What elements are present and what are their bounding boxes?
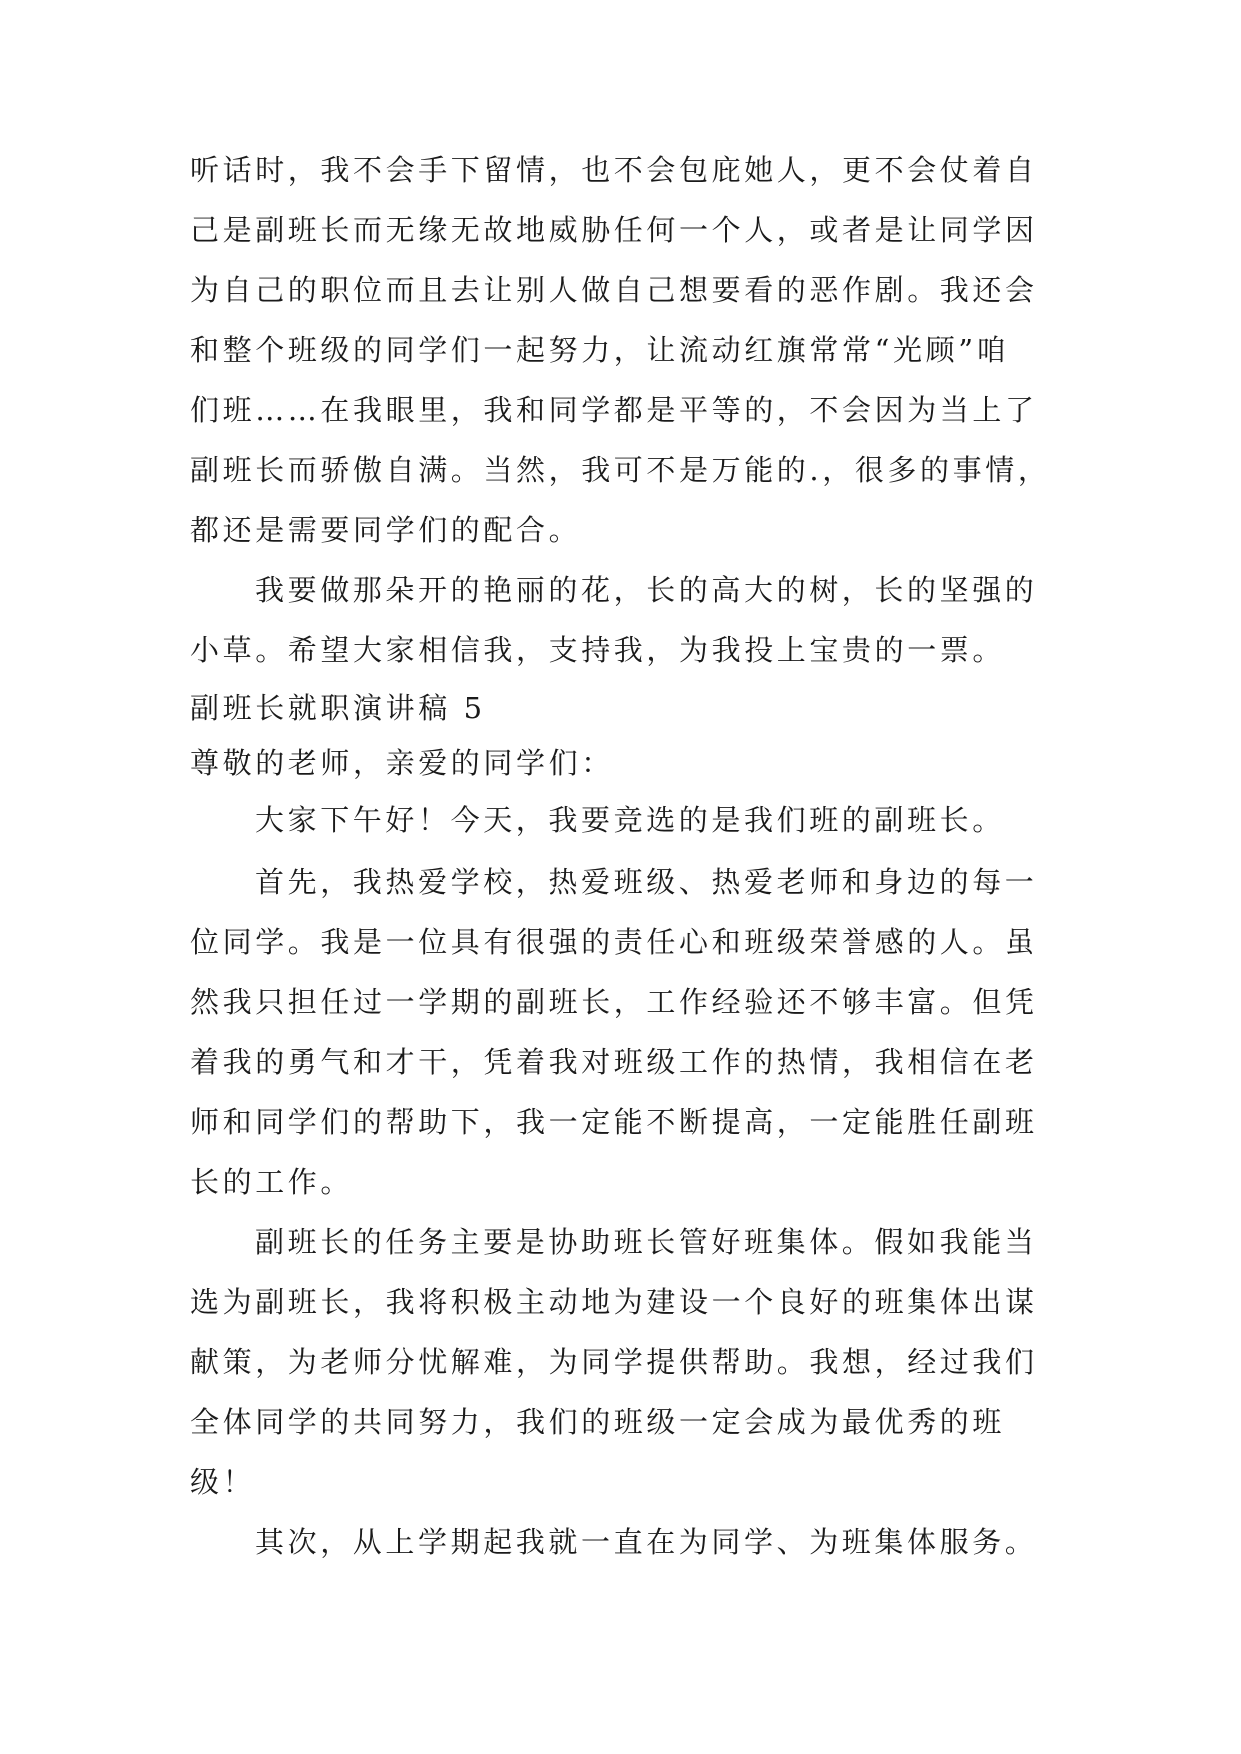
paragraph-first-line: 副班长的任务主要是协助班长管好班集体。假如我能当 — [255, 1225, 1038, 1259]
body-text-line: 为自己的职位而且去让别人做自己想要看的恶作剧。我还会 — [190, 273, 1038, 307]
body-text-line: 师和同学们的帮助下，我一定能不断提高，一定能胜任副班 — [190, 1105, 1038, 1139]
body-text-line: 们班……在我眼里，我和同学都是平等的，不会因为当上了 — [190, 393, 1038, 427]
body-text-line: 听话时，我不会手下留情，也不会包庇她人，更不会仗着自 — [190, 153, 1038, 187]
body-text-line: 着我的勇气和才干，凭着我对班级工作的热情，我相信在老 — [190, 1045, 1038, 1079]
paragraph-first-line: 我要做那朵开的艳丽的花，长的高大的树，长的坚强的 — [255, 573, 1038, 607]
body-text-line: 己是副班长而无缘无故地威胁任何一个人，或者是让同学因 — [190, 213, 1038, 247]
body-text-line: 都还是需要同学们的配合。 — [190, 513, 582, 547]
body-text-line: 全体同学的共同努力，我们的班级一定会成为最优秀的班 — [190, 1405, 1006, 1439]
body-text-line: 选为副班长，我将积极主动地为建设一个良好的班集体出谋 — [190, 1285, 1038, 1319]
body-text-line: 和整个班级的同学们一起努力，让流动红旗常常“光顾”咱 — [190, 333, 1010, 367]
body-text-line: 然我只担任过一学期的副班长，工作经验还不够丰富。但凭 — [190, 985, 1038, 1019]
paragraph-first-line: 其次，从上学期起我就一直在为同学、为班集体服务。 — [255, 1525, 1038, 1559]
salutation: 尊敬的老师，亲爱的同学们： — [190, 746, 614, 780]
body-text-line: 长的工作。 — [190, 1165, 354, 1199]
section-heading: 副班长就职演讲稿 5 — [190, 691, 486, 725]
body-text-line: 副班长而骄傲自满。当然，我可不是万能的.，很多的事情， — [190, 453, 1051, 487]
paragraph-first-line: 大家下午好！今天，我要竞选的是我们班的副班长。 — [255, 803, 1005, 837]
paragraph-first-line: 首先，我热爱学校，热爱班级、热爱老师和身边的每一 — [255, 865, 1038, 899]
body-text-line: 级！ — [190, 1465, 256, 1499]
body-text-line: 献策，为老师分忧解难，为同学提供帮助。我想，经过我们 — [190, 1345, 1038, 1379]
body-text-line: 小草。希望大家相信我，支持我，为我投上宝贵的一票。 — [190, 633, 1006, 667]
body-text-line: 位同学。我是一位具有很强的责任心和班级荣誉感的人。虽 — [190, 925, 1038, 959]
